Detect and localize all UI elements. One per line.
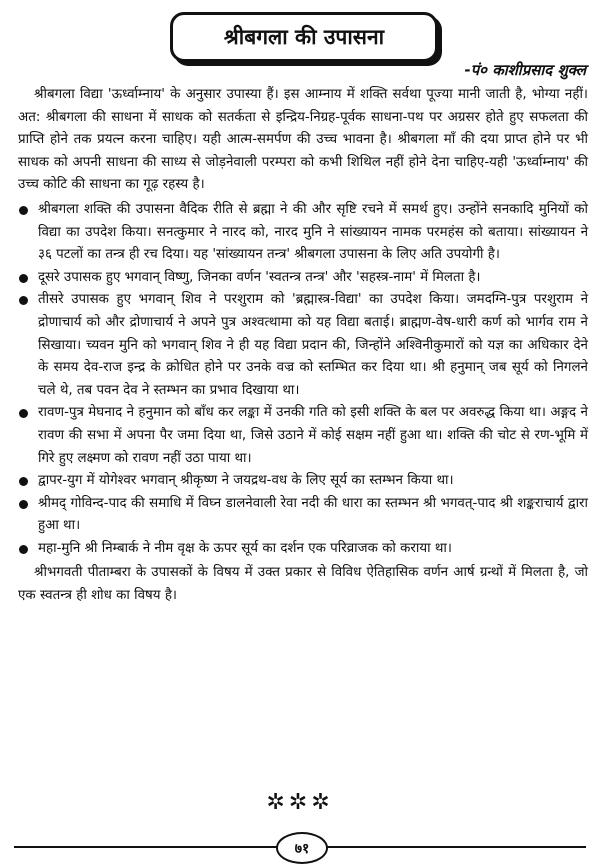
bullet-icon <box>19 296 28 305</box>
author-line: -पं० काशीप्रसाद शुक्ल <box>464 61 586 79</box>
footer-rule-left <box>14 846 280 848</box>
list-item: दूसरे उपासक हुए भगवान् विष्णु, जिनका वर्णन 'स्वतन्त्र तन्त्र' और 'सहस्त्र-नाम' में मिलता है। <box>18 267 588 290</box>
list-item: रावण-पुत्र मेघनाद ने हनुमान को बाँध कर लङ्का में उनकी गति को इसी शक्ति के बल पर अवरुद्ध किया था। अङ्गद ने रावण की सभा में अपना पैर जमा दिया था, जिसे उठाने में कोई सक्षम नहीं हुआ था। शक्ति की चोट से रण-भूमि में गिरे हुए लक्ष्मण को रावण नहीं उठा पाया था। <box>18 402 588 470</box>
list-item: द्वापर-युग में योगेश्वर भगवान् श्रीकृष्ण ने जयद्रथ-वध के लिए सूर्य का स्तम्भन किया था। <box>18 470 588 493</box>
intro-paragraph: श्रीबगला विद्या 'ऊर्ध्वाम्नाय' के अनुसार उपास्या हैं। इस आम्नाय में शक्ति सर्वथा पूज्या मानी जाती है, भोग्या नहीं। अत: श्रीबगला की साधना में साधक को सतर्कता से इन्द्रिय-निग्रह-पूर्वक साधना-पथ पर अग्रसर होते हुए सफलता की प्राप्ति होने तक प्रयत्न करना चाहिए। यही आत्म-समर्पण की उच्च भावना है। श्रीबगला माँ की दया प्राप्त होने पर भी साधक को अपनी साधना की साध्य से जोड़नेवाली परम्परा को कभी शिथिल नहीं होने देना चाहिए-यही 'ऊर्ध्वाम्नाय' की उच्च कोटि की साधना का गूढ़ रहस्य है। <box>18 87 588 193</box>
list-item: श्रीमद् गोविन्द-पाद की समाधि में विघ्न डालनेवाली रेवा नदी की धारा का स्तम्भन श्री भगवत्-पाद श्री शङ्कराचार्य द्वारा हुआ था। <box>18 493 588 538</box>
bullet-icon <box>19 409 28 418</box>
list-item: श्रीबगला शक्ति की उपासना वैदिक रीति से ब्रह्मा ने की और सृष्टि रचने में समर्थ हुए। उन्होंने सनकादि मुनियों को विद्या का उपदेश किया। सनत्कुमार ने नारद को, नारद मुनि ने सांख्यायन नामक परमहंस को बताया। सांख्यायन ने ३६ पटलों का तन्त्र ही रच दिया। यह 'सांख्यायन तन्त्र' श्रीबगला उपासना के लिए अति उपयोगी है। <box>18 199 588 267</box>
worshipper-list <box>18 199 588 561</box>
page-footer <box>0 832 600 862</box>
bullet-icon <box>19 477 28 486</box>
footer-rule-right <box>320 846 586 848</box>
section-divider-stars: ✲✲✲ <box>266 790 334 815</box>
list-item: महा-मुनि श्री निम्बार्क ने नीम वृक्ष के ऊपर सूर्य का दर्शन एक परिव्राजक को कराया था। <box>18 538 588 561</box>
list-item: तीसरे उपासक हुए भगवान् शिव ने परशुराम को 'ब्रह्मास्त्र-विद्या' का उपदेश किया। जमदग्नि-पुत्र परशुराम ने द्रोणाचार्य को और द्रोणाचार्य ने अपने पुत्र अश्वत्थामा को यह विद्या बताई। ब्राह्मण-वेष-धारी कर्ण को भार्गव राम ने सिखाया। च्यवन मुनि को भगवान् शिव ने ही यह विद्या प्रदान की, जिन्होंने अश्विनीकुमारों को यज्ञ का अधिकार देने के समय देव-राज इन्द्र के क्रोधित होने पर उनके वज्र को स्तम्भित कर दिया था। श्री हनुमान् जब सूर्य को निगलने चले थे, तब पवन देव ने स्तम्भन का प्रभाव दिखाया था। <box>18 289 588 402</box>
bullet-icon <box>19 206 28 215</box>
page-number: ७१ <box>276 832 328 864</box>
bullet-icon <box>19 545 28 554</box>
bullet-icon <box>19 274 28 283</box>
closing-paragraph: श्रीभगवती पीताम्बरा के उपासकों के विषय में उक्त प्रकार से विविध ऐतिहासिक वर्णन आर्ष ग्रन्थों में मिलता है, जो एक स्वतन्त्र ही शोध का विषय है। <box>18 565 588 604</box>
page-title: श्रीबगला की उपासना <box>170 12 438 62</box>
article-body <box>18 84 588 608</box>
bullet-icon <box>19 500 28 509</box>
